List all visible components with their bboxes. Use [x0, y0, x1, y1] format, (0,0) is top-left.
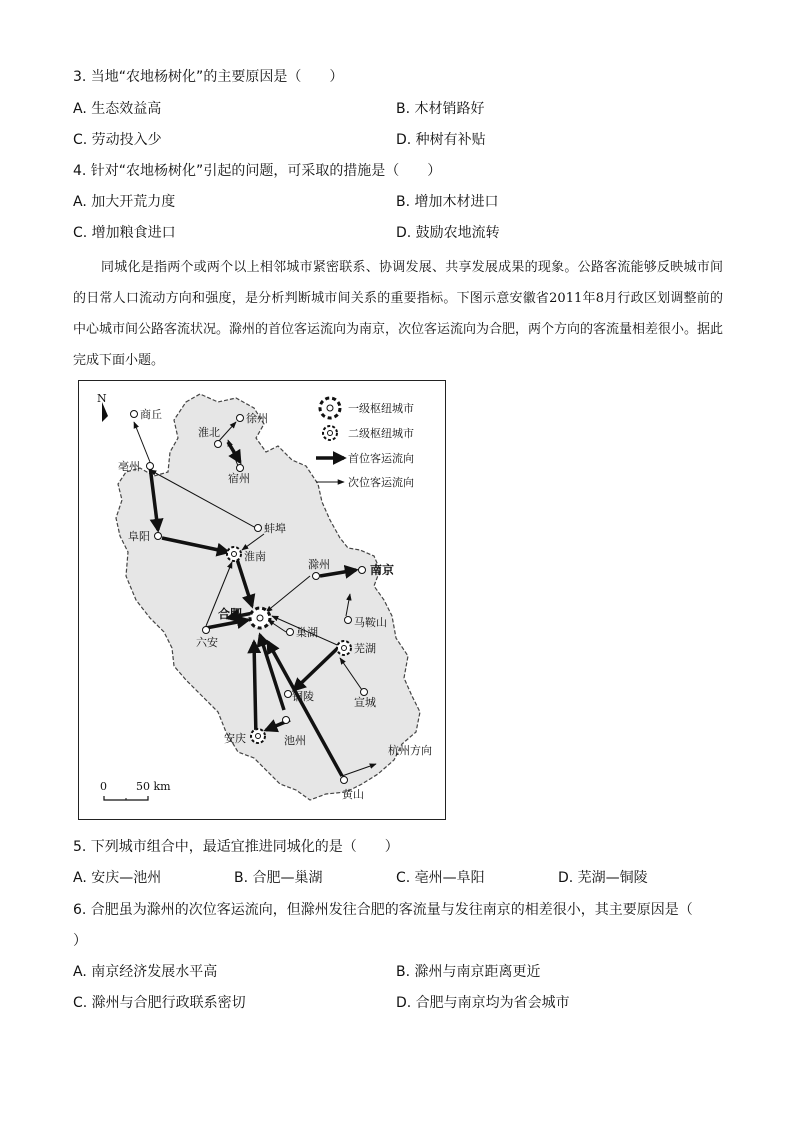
svg-text:N: N	[97, 392, 107, 405]
q5-option-d[interactable]: D. 芜湖—铜陵	[558, 870, 648, 886]
city-liuan-dot	[203, 627, 210, 634]
hub-hefei	[250, 608, 270, 628]
q4-stem: 4. 针对“农地杨树化”引起的问题，可采取的措施是（ ）	[73, 163, 442, 179]
svg-text:0: 0	[100, 780, 107, 793]
label-bozhou: 亳州	[118, 460, 140, 473]
q6-option-d[interactable]: D. 合肥与南京均为省会城市	[396, 995, 570, 1011]
label-shangqiu: 商丘	[140, 408, 162, 421]
legend-primary: 首位客运流向	[348, 452, 414, 465]
city-xuzhou-dot	[237, 415, 244, 422]
q5-option-c[interactable]: C. 亳州—阜阳	[396, 870, 485, 886]
q6-option-c[interactable]: C. 滁州与合肥行政联系密切	[73, 995, 246, 1011]
city-chizhou-dot	[283, 717, 290, 724]
q4-option-d[interactable]: D. 鼓励农地流转	[396, 225, 500, 241]
city-fuyang-dot	[155, 533, 162, 540]
label-hefei: 合肥	[218, 607, 243, 621]
legend-level1: 一级枢纽城市	[348, 402, 414, 415]
legend-secondary: 次位客运流向	[348, 476, 414, 489]
label-chuzhou: 滁州	[308, 558, 330, 571]
q6-option-b[interactable]: B. 滁州与南京距离更近	[396, 964, 541, 980]
legend-level2: 二级枢纽城市	[348, 427, 414, 440]
label-bengbu: 蚌埠	[264, 522, 286, 535]
city-suzhou-dot	[237, 465, 244, 472]
city-nanjing-dot	[359, 567, 366, 574]
q4-option-a[interactable]: A. 加大开荒力度	[73, 194, 176, 210]
q3-option-c[interactable]: C. 劳动投入少	[73, 132, 162, 148]
label-maanshan: 马鞍山	[354, 616, 387, 629]
q3-option-d[interactable]: D. 种树有补贴	[396, 132, 486, 148]
q4-option-b[interactable]: B. 增加木材进口	[396, 194, 499, 210]
q5-option-a[interactable]: A. 安庆—池州	[73, 870, 162, 886]
passenger-flow-map	[78, 380, 446, 820]
label-xuzhou: 徐州	[246, 412, 268, 425]
label-huangshan: 黄山	[342, 788, 364, 801]
label-nanjing: 南京	[370, 563, 395, 577]
city-chaohu-dot	[287, 629, 294, 636]
city-bengbu-dot	[255, 525, 262, 532]
label-suzhou: 宿州	[228, 472, 250, 485]
flow-anqing-hefei	[254, 642, 256, 738]
q3-stem: 3. 当地“农地杨树化”的主要原因是（ ）	[73, 69, 344, 85]
city-shangqiu-dot	[131, 411, 138, 418]
city-chuzhou-dot	[313, 573, 320, 580]
label-anqing: 安庆	[224, 732, 246, 745]
hub-huainan	[227, 547, 241, 561]
label-liuan: 六安	[196, 636, 218, 649]
city-huangshan-dot	[341, 777, 348, 784]
label-xuancheng: 宣城	[354, 696, 376, 709]
city-maanshan-dot	[345, 617, 352, 624]
q6-option-a[interactable]: A. 南京经济发展水平高	[73, 964, 218, 980]
q6-stem-line1: 6. 合肥虽为滁州的次位客运流向，但滁州发往合肥的客流量与发往南京的相差很小，其主要原因是（	[73, 902, 693, 918]
q6-stem-line2: ）	[73, 933, 87, 949]
q5-option-b[interactable]: B. 合肥—巢湖	[234, 870, 323, 886]
q4-option-c[interactable]: C. 增加粮食进口	[73, 225, 176, 241]
q3-option-b[interactable]: B. 木材销路好	[396, 101, 485, 117]
label-chizhou: 池州	[284, 734, 306, 747]
city-xuancheng-dot	[361, 689, 368, 696]
passage-text: 同城化是指两个或两个以上相邻城市紧密联系、协调发展、共享发展成果的现象。公路客流能够反映城市间的日常人口流动方向和强度，是分析判断城市间关系的重要指标。下图示意安徽省2011年8月行政区划调整前的中心城市间公路客流状况。滁州的首位客运流向为南京，次位客运流向为合肥，两个方向的客流量相差很小。据此完成下面小题。	[73, 260, 724, 368]
label-huainan: 淮南	[244, 550, 266, 563]
label-tongling: 铜陵	[292, 690, 314, 703]
label-huaibei: 淮北	[198, 426, 220, 439]
label-fuyang: 阜阳	[128, 530, 150, 543]
city-tongling-dot	[285, 691, 292, 698]
svg-text:50 km: 50 km	[136, 780, 171, 793]
label-wuhu: 芜湖	[354, 642, 376, 655]
city-huaibei-dot	[215, 441, 222, 448]
hub-anqing	[251, 729, 265, 743]
q5-stem: 5. 下列城市组合中，最适宜推进同城化的是（ ）	[73, 839, 399, 855]
city-bozhou-dot	[147, 463, 154, 470]
label-chaohu: 巢湖	[296, 626, 318, 639]
hub-wuhu	[337, 641, 351, 655]
label-hangzhou: 杭州方向	[388, 744, 432, 757]
q3-option-a[interactable]: A. 生态效益高	[73, 101, 162, 117]
